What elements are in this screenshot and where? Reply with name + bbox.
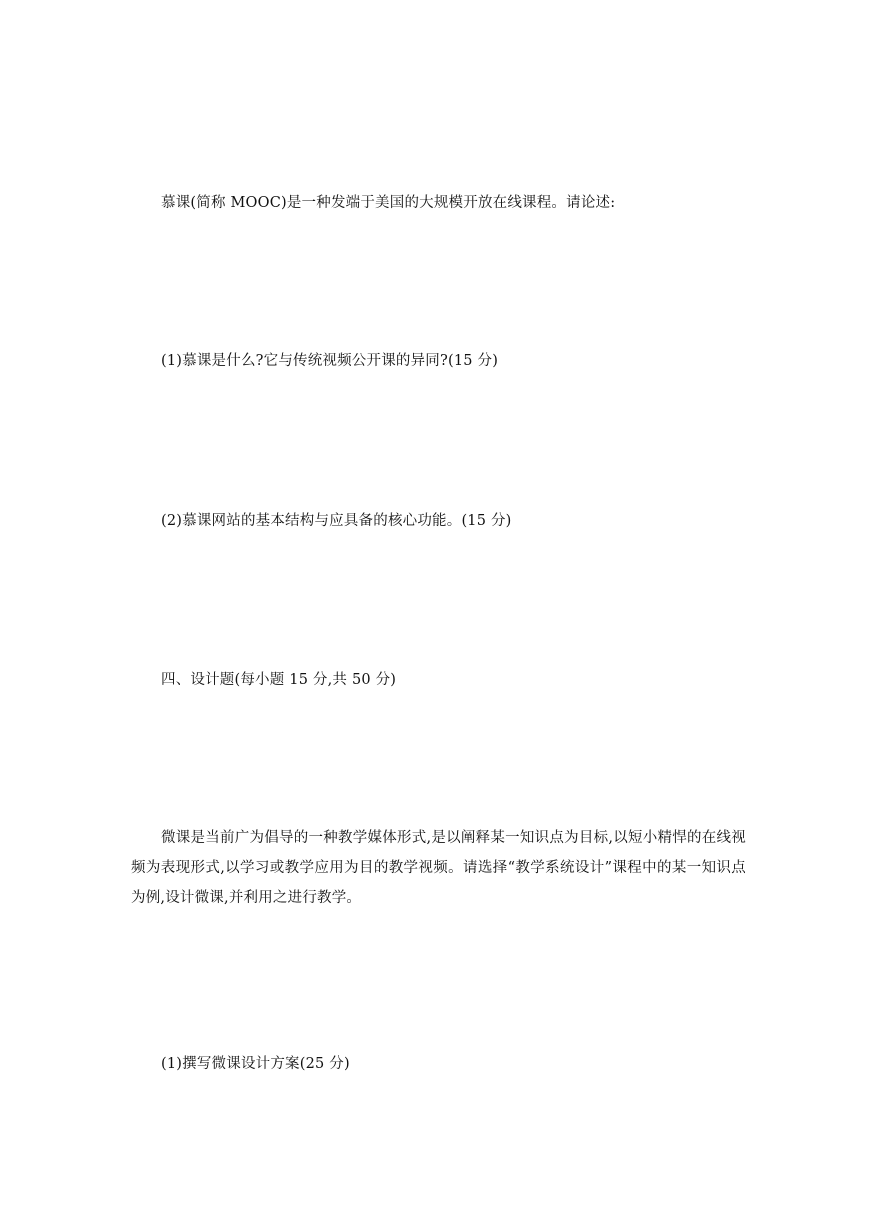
- microlecture-question: 微课是当前广为倡导的一种教学媒体形式,是以阐释某一知识点为目标,以短小精悍的在线视频为表现形式,以学习或教学应用为目的教学视频。请选择“教学系统设计”课程中的某一知识点为例,设计微课,并利用之进行教学。: [131, 830, 746, 906]
- microlecture-subquestion-1: (1)撰写微课设计方案(25 分): [161, 1056, 350, 1072]
- mooc-subquestion-2: (2)慕课网站的基本结构与应具备的核心功能。(15 分): [161, 513, 512, 529]
- mooc-question-intro: 慕课(简称 MOOC)是一种发端于美国的大规模开放在线课程。请论述:: [161, 195, 616, 211]
- mooc-subquestion-1: (1)慕课是什么?它与传统视频公开课的异同?(15 分): [161, 353, 499, 369]
- section-heading-design: 四、设计题(每小题 15 分,共 50 分): [161, 672, 397, 688]
